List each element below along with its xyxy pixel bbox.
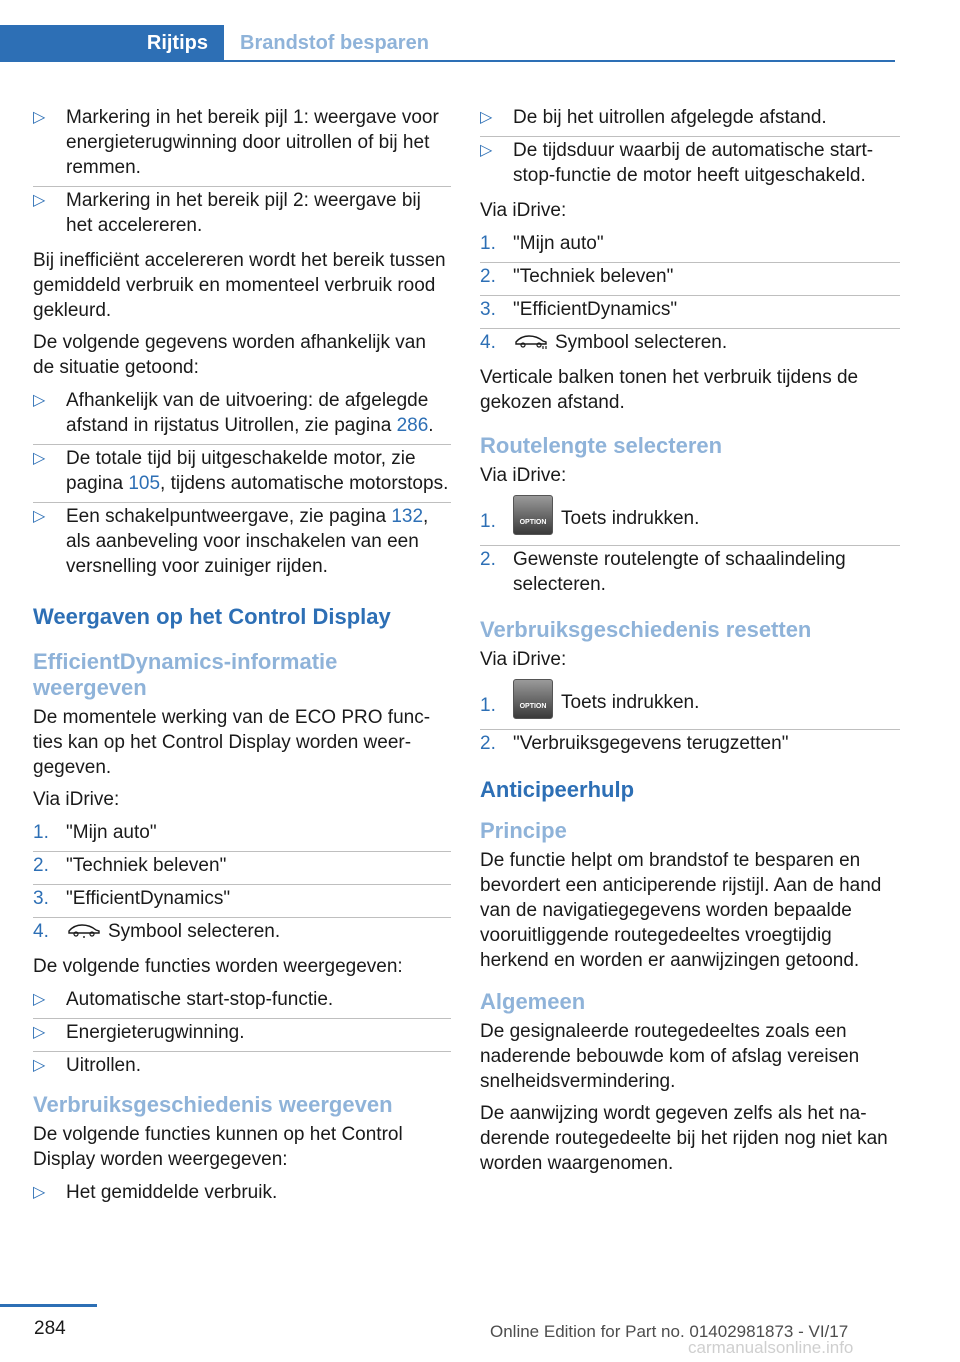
list-item: [33, 917, 451, 950]
watermark: carmanualsonline.info: [688, 1338, 854, 1357]
step-number: 1.: [33, 822, 49, 843]
list-item-text: Energieterugwinning.: [66, 1022, 245, 1043]
bullet-list: [33, 1179, 451, 1211]
subsection-heading: Routelengte selecteren: [480, 433, 723, 458]
car-efficiency-icon: [66, 921, 102, 939]
option-button-label: OPTION: [519, 519, 547, 526]
bullet-list: [33, 387, 451, 585]
paragraph: Via iDrive:: [33, 789, 120, 810]
section-heading: Anticipeerhulp: [480, 777, 635, 802]
list-item-text: De bij het uitrollen afgelegde afstand.: [513, 107, 827, 128]
list-item-text: De tijdsduur waarbij de automatische start-stop-functie de motor heeft uitgeschakeld.: [513, 140, 874, 186]
paragraph: De volgende functies kunnen op het Control Display worden weergegeven:: [33, 1124, 403, 1170]
subsection-heading: EfficientDynamics-informatie weergeven: [33, 649, 338, 700]
list-item-text: "Mijn auto": [66, 822, 157, 843]
page-link-105[interactable]: 105: [128, 473, 161, 494]
subsection-heading: Verbruiksgeschiedenis resetten: [480, 617, 812, 642]
list-item: [33, 1051, 451, 1084]
list-item: [480, 136, 900, 194]
step-number: 1.: [480, 511, 496, 532]
step-number: 2.: [480, 266, 496, 287]
list-item-text: Markering in het bereik pijl 2: weergave bij het accelereren.: [66, 190, 421, 236]
paragraph: De volgende gegevens worden afhankelijk van de situatie getoond:: [33, 332, 426, 378]
running-header: [0, 25, 895, 62]
list-item: [33, 502, 451, 585]
list-item-text: "Techniek beleven": [66, 855, 227, 876]
page-link-132[interactable]: 132: [391, 506, 424, 527]
step-number: 3.: [480, 299, 496, 320]
list-item: [480, 679, 900, 729]
list-item: [480, 328, 900, 361]
triangle-bullet-icon: ▷: [33, 192, 46, 209]
step-number: 1.: [480, 233, 496, 254]
triangle-bullet-icon: ▷: [480, 142, 493, 159]
paragraph: Verticale balken tonen het verbruik tijdens de gekozen afstand.: [480, 367, 859, 413]
numbered-list: [33, 819, 451, 950]
list-item: [33, 1179, 451, 1211]
paragraph: Bij inefficiënt accelereren wordt het bereik tussen gemiddeld verbruik en momenteel verbruik rood gekleurd.: [33, 250, 446, 321]
triangle-bullet-icon: ▷: [33, 1184, 46, 1201]
list-item: [480, 545, 900, 603]
paragraph: Via iDrive:: [480, 649, 567, 670]
list-item-text: Markering in het bereik pijl 1: weergave voor energieterugwinning door uitrollen of bij het remmen.: [66, 107, 439, 178]
list-item: [480, 495, 900, 545]
subsection-heading: Verbruiksgeschiedenis weergeven: [33, 1092, 393, 1117]
edition-note: Online Edition for Part no. 01402981873 - VI/17: [490, 1322, 849, 1341]
list-item: [480, 104, 900, 136]
step-number: 2.: [480, 733, 496, 754]
list-item: [33, 444, 451, 502]
step-number: 4.: [33, 921, 49, 942]
list-item: [33, 387, 451, 444]
paragraph: Via iDrive:: [480, 465, 567, 486]
triangle-bullet-icon: ▷: [33, 991, 46, 1008]
step-number: 2.: [33, 855, 49, 876]
numbered-list: [480, 495, 900, 603]
list-item-text: Toets indrukken.: [561, 508, 700, 530]
paragraph: De gesignaleerde routegedeeltes zoals een naderende bebouwde kom of afslag vereisen snelheidsvermindering.: [480, 1021, 860, 1092]
list-item-text: "Verbruiksgegevens terugzetten": [513, 733, 789, 754]
footer-rule: [0, 1304, 97, 1307]
list-item-text: Automatische start-stop-functie.: [66, 989, 334, 1010]
list-item-text: De totale tijd bij uitgeschakelde motor, zie pagina: [66, 448, 416, 494]
car-consumption-icon: [513, 332, 549, 350]
header-tab-brandstof-besparen[interactable]: Brandstof besparen: [240, 32, 429, 54]
bullet-list: [33, 986, 451, 1084]
paragraph: Via iDrive:: [480, 200, 567, 221]
list-item-text: Een schakelpuntweergave, zie pagina: [66, 506, 392, 527]
list-item: [33, 851, 451, 884]
triangle-bullet-icon: ▷: [33, 392, 46, 409]
period: .: [428, 415, 434, 436]
numbered-list: [480, 679, 900, 762]
paragraph: De aanwijzing wordt gegeven zelfs als het naderende routegedeelte bij het rijden nog niet kan worden waargenomen.: [480, 1103, 888, 1174]
subsection-heading: Algemeen: [480, 989, 586, 1014]
list-item-text: Gewenste routelengte of schaalindeling selecteren.: [513, 549, 846, 595]
list-item-text: , tijdens automatische motorstops.: [160, 473, 449, 494]
option-button-icon: [513, 495, 553, 535]
list-item-text: , als aanbeveling voor inschakelen van een versnelling voor zuiniger rijden.: [66, 506, 429, 577]
triangle-bullet-icon: ▷: [33, 1024, 46, 1041]
list-item: [480, 230, 900, 262]
list-item-text: Het gemiddelde verbruik.: [66, 1182, 278, 1203]
list-item-text: Symbool selecteren.: [555, 332, 728, 353]
triangle-bullet-icon: ▷: [33, 109, 46, 126]
bullet-list: [480, 104, 900, 194]
list-item-text: Uitrollen.: [66, 1055, 141, 1076]
list-item: [33, 884, 451, 917]
list-item-text: "Mijn auto": [513, 233, 604, 254]
list-item: [480, 262, 900, 295]
right-column: [480, 104, 900, 1183]
list-item: [33, 986, 451, 1018]
list-item-text: "EfficientDynamics": [66, 888, 231, 909]
paragraph: De functie helpt om brandstof te besparen en bevordert een anticiperende rijstijl. Aan de hand van de navigatiegegevens worden bepaalde vooruitliggende routegedeeltes vroegtijdig herkend en worden er aanwijzingen getoond.: [480, 850, 882, 971]
list-item-text: "Techniek beleven": [513, 266, 674, 287]
left-column: [33, 104, 451, 1215]
numbered-list: [480, 230, 900, 361]
paragraph: De momentele werking van de ECO PRO functies kan op het Control Display worden weergegeven.: [33, 707, 431, 778]
list-item: [33, 104, 451, 186]
step-number: 4.: [480, 332, 496, 353]
paragraph: De volgende functies worden weergegeven:: [33, 956, 403, 977]
step-number: 1.: [480, 695, 496, 716]
bullet-list: [33, 104, 451, 244]
step-number: 3.: [33, 888, 49, 909]
page-number: 284: [34, 1318, 66, 1339]
triangle-bullet-icon: ▷: [33, 508, 46, 525]
list-item-text: "EfficientDynamics": [513, 299, 678, 320]
list-item: [480, 295, 900, 328]
step-number: 2.: [480, 549, 496, 570]
list-item-text: Toets indrukken.: [561, 692, 700, 714]
option-button-icon: [513, 679, 553, 719]
page-link-286[interactable]: 286: [396, 415, 429, 436]
list-item: [33, 1018, 451, 1051]
list-item: [33, 186, 451, 244]
header-tab-rijtips[interactable]: Rijtips: [0, 25, 224, 62]
section-heading: Weergaven op het Control Display: [33, 604, 391, 629]
list-item-text: Afhankelijk van de uitvoering: de afgelegde afstand in rijstatus Uitrollen, zie pagina: [66, 390, 429, 436]
list-item: [33, 819, 451, 851]
triangle-bullet-icon: ▷: [480, 109, 493, 126]
triangle-bullet-icon: ▷: [33, 1057, 46, 1074]
subsection-heading: Principe: [480, 818, 567, 843]
option-button-label: OPTION: [519, 703, 547, 710]
list-item-text: Symbool selecteren.: [108, 921, 281, 942]
list-item: [480, 729, 900, 762]
triangle-bullet-icon: ▷: [33, 450, 46, 467]
